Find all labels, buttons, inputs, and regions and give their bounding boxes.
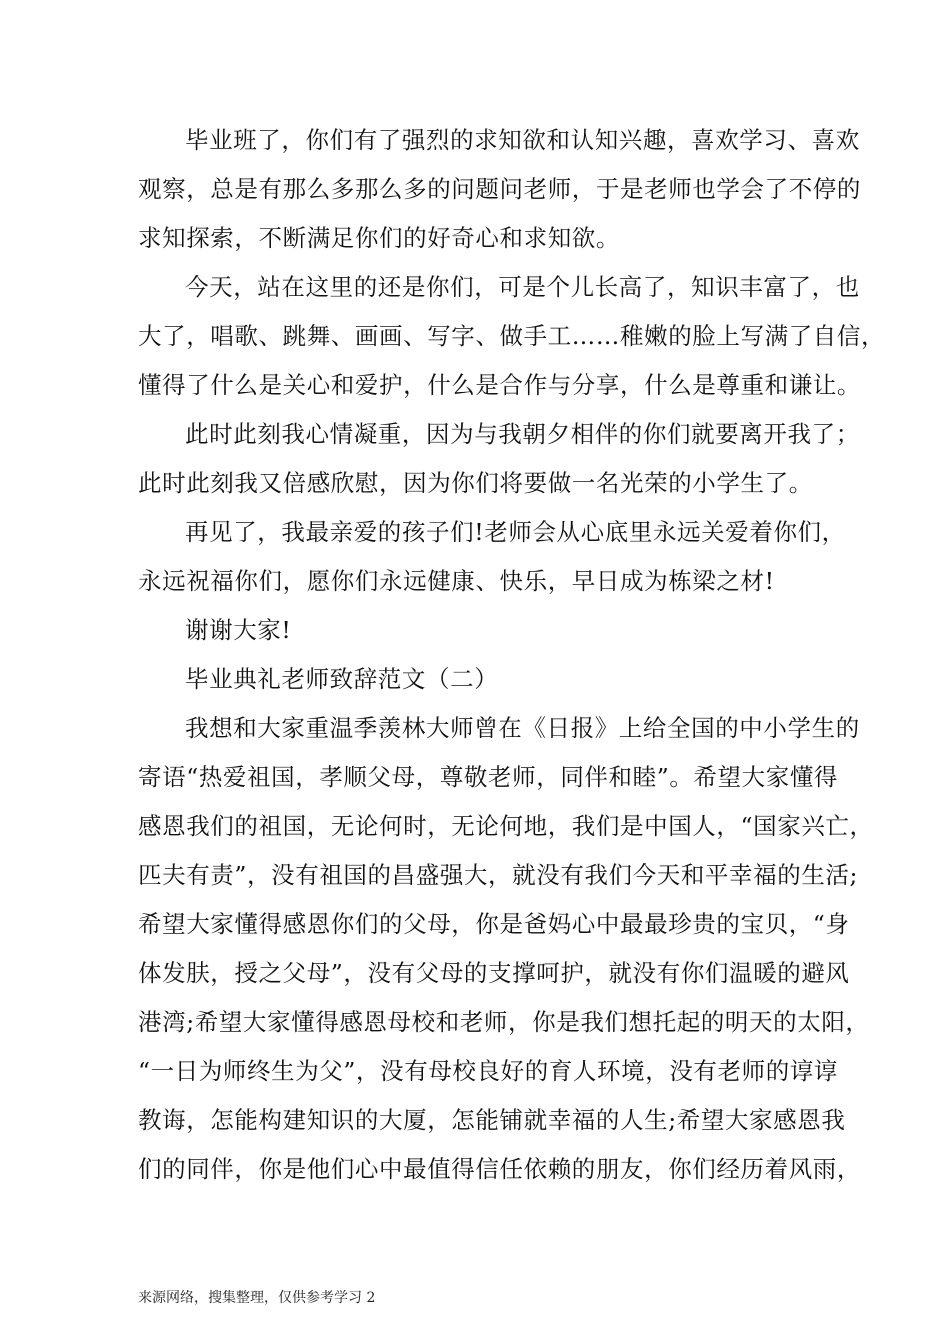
text-line: 大了，唱歌、跳舞、画画、写字、做手工……稚嫩的脸上写满了自信， xyxy=(138,322,886,350)
text-line: 此时此刻我又倍感欣慰，因为你们将要做一名光荣的小学生了。 xyxy=(138,469,813,497)
text-line: 我想和大家重温季羡林大师曾在《日报》上给全国的中小学生的 xyxy=(185,714,860,742)
text-line: 希望大家懂得感恩你们的父母，你是爸妈心中最最珍贵的宝贝，“身 xyxy=(138,910,850,938)
text-line: 永远祝福你们，愿你们永远健康、快乐，早日成为栋梁之材! xyxy=(138,567,775,595)
text-line: 谢谢大家! xyxy=(185,616,292,644)
text-line: 今天，站在这里的还是你们，可是个儿长高了，知识丰富了，也 xyxy=(185,273,860,301)
text-line: 求知探索，不断满足你们的好奇心和求知欲。 xyxy=(138,224,620,252)
text-line: 寄语“热爱祖国，孝顺父母，尊敬老师，同伴和睦”。希望大家懂得 xyxy=(138,763,839,791)
text-line: 体发肤，授之父母”，没有父母的支撑呵护，就没有你们温暖的避风 xyxy=(138,959,850,987)
text-line: 观察，总是有那么多那么多的问题问老师，于是老师也学会了不停的 xyxy=(138,175,861,203)
section-heading: 毕业典礼老师致辞范文（二） xyxy=(185,665,499,693)
text-line: 匹夫有责”，没有祖国的昌盛强大，就没有我们今天和平幸福的生活; xyxy=(138,861,859,889)
text-line: 感恩我们的祖国，无论何时，无论何地，我们是中国人，“国家兴亡， xyxy=(138,812,874,840)
text-line: 们的同伴，你是他们心中最值得信任依赖的朋友，你们经历着风雨， xyxy=(138,1155,861,1183)
text-line: 懂得了什么是关心和爱护，什么是合作与分享，什么是尊重和谦让。 xyxy=(138,371,861,399)
page-footer: 来源网络，搜集整理，仅供参考学习 2 xyxy=(138,1290,376,1306)
text-line: 毕业班了，你们有了强烈的求知欲和认知兴趣，喜欢学习、喜欢 xyxy=(185,126,860,154)
text-line: 此时此刻我心情凝重，因为与我朝夕相伴的你们就要离开我了； xyxy=(185,420,860,448)
text-line: 港湾;希望大家懂得感恩母校和老师，你是我们想托起的明天的太阳， xyxy=(138,1008,870,1036)
text-line: 教诲，怎能构建知识的大厦，怎能铺就幸福的人生;希望大家感恩我 xyxy=(138,1106,846,1134)
text-line: 再见了，我最亲爱的孩子们!老师会从心底里永远关爱着你们， xyxy=(185,518,846,546)
body-text xyxy=(138,116,886,1194)
text-line: “一日为师终生为父”，没有母校良好的育人环境，没有老师的谆谆 xyxy=(138,1057,839,1085)
